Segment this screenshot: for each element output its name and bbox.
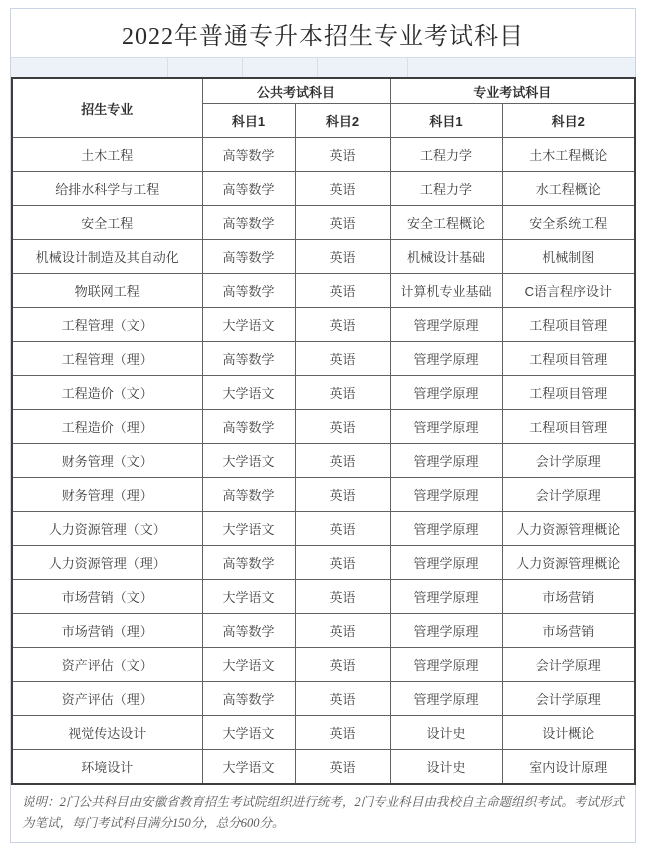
- public-subject1-cell: 大学语文: [202, 512, 295, 546]
- table-row: [12, 546, 635, 580]
- professional-subject1-cell: 管理学原理: [390, 444, 502, 478]
- document-page: [10, 8, 636, 843]
- professional-subject1-cell: 计算机专业基础: [390, 274, 502, 308]
- public-subject1-cell: 高等数学: [202, 546, 295, 580]
- major-cell: 土木工程: [12, 138, 202, 172]
- professional-subject2-cell: 会计学原理: [502, 444, 635, 478]
- table-row: [12, 512, 635, 546]
- header-major-column: 招生专业: [12, 78, 202, 138]
- header-public-subject1: 科目1: [202, 104, 295, 138]
- professional-subject2-cell: 室内设计原理: [502, 750, 635, 785]
- header-professional-subject2: 科目2: [502, 104, 635, 138]
- professional-subject2-cell: 安全系统工程: [502, 206, 635, 240]
- public-subject2-cell: 英语: [295, 308, 390, 342]
- major-cell: 财务管理（文）: [12, 444, 202, 478]
- major-cell: 视觉传达设计: [12, 716, 202, 750]
- professional-subject1-cell: 工程力学: [390, 138, 502, 172]
- table-row: [12, 240, 635, 274]
- public-subject1-cell: 高等数学: [202, 138, 295, 172]
- professional-subject2-cell: 水工程概论: [502, 172, 635, 206]
- public-subject2-cell: 英语: [295, 138, 390, 172]
- table-row: [12, 580, 635, 614]
- header-public-group: 公共考试科目: [202, 78, 390, 104]
- major-cell: 物联网工程: [12, 274, 202, 308]
- table-row: [12, 410, 635, 444]
- major-cell: 安全工程: [12, 206, 202, 240]
- table-row: [12, 342, 635, 376]
- public-subject1-cell: 大学语文: [202, 750, 295, 785]
- major-cell: 环境设计: [12, 750, 202, 785]
- professional-subject1-cell: 管理学原理: [390, 512, 502, 546]
- table-row: [12, 206, 635, 240]
- major-cell: 资产评估（理）: [12, 682, 202, 716]
- major-cell: 机械设计制造及其自动化: [12, 240, 202, 274]
- professional-subject1-cell: 安全工程概论: [390, 206, 502, 240]
- spacer-strip: [11, 58, 635, 77]
- professional-subject1-cell: 管理学原理: [390, 580, 502, 614]
- major-cell: 工程造价（文）: [12, 376, 202, 410]
- public-subject2-cell: 英语: [295, 648, 390, 682]
- professional-subject2-cell: 会计学原理: [502, 682, 635, 716]
- major-cell: 财务管理（理）: [12, 478, 202, 512]
- table-row: [12, 716, 635, 750]
- professional-subject1-cell: 工程力学: [390, 172, 502, 206]
- public-subject2-cell: 英语: [295, 274, 390, 308]
- professional-subject2-cell: 会计学原理: [502, 648, 635, 682]
- header-professional-group: 专业考试科目: [390, 78, 635, 104]
- public-subject1-cell: 高等数学: [202, 478, 295, 512]
- public-subject2-cell: 英语: [295, 614, 390, 648]
- professional-subject2-cell: 土木工程概论: [502, 138, 635, 172]
- professional-subject1-cell: 管理学原理: [390, 546, 502, 580]
- table-row: [12, 750, 635, 785]
- table-row: [12, 172, 635, 206]
- public-subject1-cell: 高等数学: [202, 410, 295, 444]
- public-subject2-cell: 英语: [295, 546, 390, 580]
- public-subject1-cell: 高等数学: [202, 682, 295, 716]
- public-subject2-cell: 英语: [295, 172, 390, 206]
- spacer-divider: [242, 58, 243, 77]
- header-professional-subject1: 科目1: [390, 104, 502, 138]
- major-cell: 工程管理（理）: [12, 342, 202, 376]
- table-row: [12, 308, 635, 342]
- professional-subject2-cell: 市场营销: [502, 614, 635, 648]
- professional-subject1-cell: 管理学原理: [390, 410, 502, 444]
- table-header: [12, 78, 635, 138]
- professional-subject2-cell: C语言程序设计: [502, 274, 635, 308]
- table-row: [12, 376, 635, 410]
- public-subject2-cell: 英语: [295, 512, 390, 546]
- professional-subject2-cell: 工程项目管理: [502, 410, 635, 444]
- public-subject1-cell: 高等数学: [202, 206, 295, 240]
- public-subject1-cell: 大学语文: [202, 376, 295, 410]
- public-subject2-cell: 英语: [295, 444, 390, 478]
- major-cell: 工程管理（文）: [12, 308, 202, 342]
- table-row: [12, 682, 635, 716]
- public-subject1-cell: 高等数学: [202, 172, 295, 206]
- public-subject1-cell: 大学语文: [202, 648, 295, 682]
- public-subject2-cell: 英语: [295, 240, 390, 274]
- professional-subject1-cell: 管理学原理: [390, 308, 502, 342]
- table-row: [12, 274, 635, 308]
- professional-subject1-cell: 管理学原理: [390, 614, 502, 648]
- public-subject2-cell: 英语: [295, 410, 390, 444]
- professional-subject2-cell: 设计概论: [502, 716, 635, 750]
- public-subject1-cell: 高等数学: [202, 240, 295, 274]
- professional-subject2-cell: 市场营销: [502, 580, 635, 614]
- spacer-divider: [317, 58, 318, 77]
- public-subject1-cell: 高等数学: [202, 614, 295, 648]
- major-cell: 人力资源管理（文）: [12, 512, 202, 546]
- header-row-groups: [12, 78, 635, 104]
- professional-subject1-cell: 设计史: [390, 750, 502, 785]
- table-body: [12, 138, 635, 785]
- professional-subject2-cell: 会计学原理: [502, 478, 635, 512]
- professional-subject1-cell: 管理学原理: [390, 478, 502, 512]
- public-subject2-cell: 英语: [295, 716, 390, 750]
- footnote: 说明：2门公共科目由安徽省教育招生考试院组织进行统考，2门专业科目由我校自主命题组织考试。考试形式为笔试，每门考试科目满分150分，总分600分。: [22, 795, 624, 830]
- table-row: [12, 478, 635, 512]
- public-subject1-cell: 大学语文: [202, 580, 295, 614]
- public-subject2-cell: 英语: [295, 342, 390, 376]
- major-cell: 给排水科学与工程: [12, 172, 202, 206]
- public-subject2-cell: 英语: [295, 478, 390, 512]
- professional-subject2-cell: 工程项目管理: [502, 342, 635, 376]
- major-cell: 市场营销（理）: [12, 614, 202, 648]
- public-subject1-cell: 大学语文: [202, 716, 295, 750]
- public-subject2-cell: 英语: [295, 376, 390, 410]
- professional-subject2-cell: 人力资源管理概论: [502, 546, 635, 580]
- professional-subject2-cell: 工程项目管理: [502, 308, 635, 342]
- major-cell: 人力资源管理（理）: [12, 546, 202, 580]
- public-subject1-cell: 大学语文: [202, 444, 295, 478]
- public-subject2-cell: 英语: [295, 682, 390, 716]
- major-cell: 工程造价（理）: [12, 410, 202, 444]
- professional-subject2-cell: 机械制图: [502, 240, 635, 274]
- exam-subjects-table: [11, 77, 636, 785]
- spacer-divider: [407, 58, 408, 77]
- major-cell: 市场营销（文）: [12, 580, 202, 614]
- title-box: [11, 9, 635, 58]
- public-subject1-cell: 大学语文: [202, 308, 295, 342]
- major-cell: 资产评估（文）: [12, 648, 202, 682]
- table-row: [12, 648, 635, 682]
- professional-subject1-cell: 管理学原理: [390, 648, 502, 682]
- professional-subject2-cell: 工程项目管理: [502, 376, 635, 410]
- public-subject2-cell: 英语: [295, 750, 390, 785]
- professional-subject1-cell: 机械设计基础: [390, 240, 502, 274]
- public-subject2-cell: 英语: [295, 580, 390, 614]
- public-subject1-cell: 高等数学: [202, 342, 295, 376]
- professional-subject1-cell: 设计史: [390, 716, 502, 750]
- table-row: [12, 614, 635, 648]
- page-title: 2022年普通专升本招生专业考试科目: [122, 23, 524, 50]
- professional-subject2-cell: 人力资源管理概论: [502, 512, 635, 546]
- professional-subject1-cell: 管理学原理: [390, 682, 502, 716]
- professional-subject1-cell: 管理学原理: [390, 376, 502, 410]
- spacer-divider: [167, 58, 168, 77]
- table-row: [12, 444, 635, 478]
- table-row: [12, 138, 635, 172]
- public-subject2-cell: 英语: [295, 206, 390, 240]
- header-public-subject2: 科目2: [295, 104, 390, 138]
- professional-subject1-cell: 管理学原理: [390, 342, 502, 376]
- public-subject1-cell: 高等数学: [202, 274, 295, 308]
